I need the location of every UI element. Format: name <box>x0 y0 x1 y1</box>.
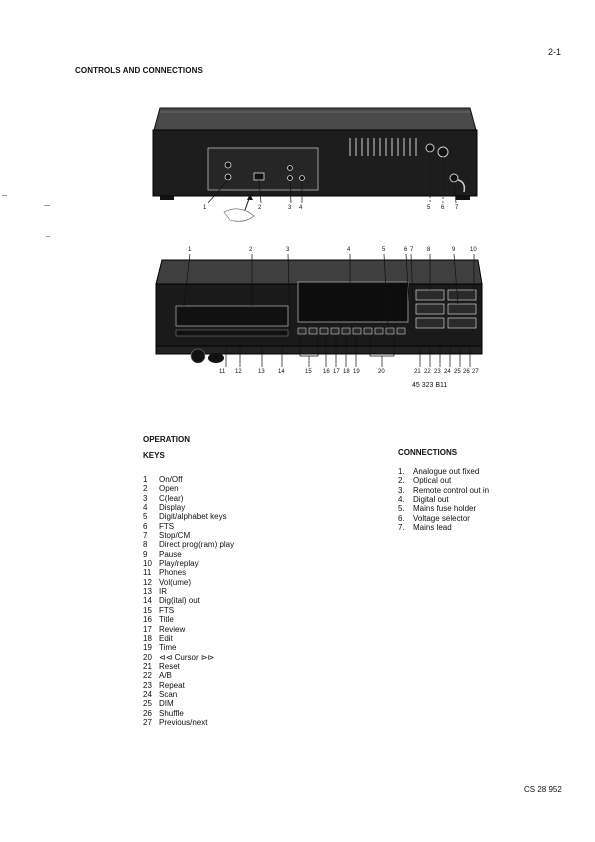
list-item <box>143 503 234 512</box>
front-top-callout: 10 <box>470 247 477 253</box>
connection-label: Mains lead <box>413 523 452 533</box>
key-label: Display <box>159 503 186 513</box>
list-item <box>143 615 234 624</box>
rear-callout: 2 <box>258 205 262 211</box>
key-label: Scan <box>159 689 178 699</box>
key-label: Dig(ital) out <box>159 596 200 606</box>
rear-callout: 1 <box>203 205 207 211</box>
key-number: 24 <box>143 689 152 699</box>
connection-number: 7. <box>398 523 405 533</box>
list-item <box>143 484 234 493</box>
front-panel-illustration <box>148 250 486 375</box>
list-item <box>143 625 234 634</box>
scan-mark <box>46 236 50 237</box>
rear-callout: 3 <box>288 205 292 211</box>
section-heading: CONTROLS AND CONNECTIONS <box>75 66 203 75</box>
list-item <box>398 476 489 485</box>
front-bottom-callout: 16 <box>323 369 330 375</box>
rear-callout: 7 <box>455 205 459 211</box>
keys-list <box>143 475 234 727</box>
list-item <box>398 504 489 513</box>
key-number: 2 <box>143 484 148 494</box>
key-label: Repeat <box>159 680 185 690</box>
key-number: 9 <box>143 549 148 559</box>
list-item <box>398 514 489 523</box>
front-bottom-callout: 20 <box>378 369 385 375</box>
list-item <box>143 634 234 643</box>
key-number: 8 <box>143 540 148 550</box>
list-item <box>143 494 234 503</box>
key-number: 26 <box>143 708 152 718</box>
scan-mark <box>44 205 50 206</box>
list-item <box>143 699 234 708</box>
front-bottom-callout: 15 <box>305 369 312 375</box>
front-bottom-callout: 21 <box>414 369 421 375</box>
list-item <box>143 671 234 680</box>
connection-number: 4. <box>398 495 405 505</box>
key-number: 13 <box>143 587 152 597</box>
scan-mark <box>2 195 7 196</box>
list-item <box>143 606 234 615</box>
list-item <box>143 578 234 587</box>
front-bottom-callout: 26 <box>463 369 470 375</box>
front-top-callout: 7 <box>410 247 414 253</box>
key-label: Time <box>159 643 177 653</box>
list-item <box>143 550 234 559</box>
front-top-callout: 2 <box>249 247 253 253</box>
list-item <box>143 681 234 690</box>
page-number: 2-1 <box>548 47 562 57</box>
front-bottom-callout: 22 <box>424 369 431 375</box>
key-label: Reset <box>159 661 180 671</box>
front-bottom-callout: 13 <box>258 369 265 375</box>
front-bottom-callout: 24 <box>444 369 451 375</box>
list-item <box>143 718 234 727</box>
front-bottom-callout: 23 <box>434 369 441 375</box>
list-item <box>143 587 234 596</box>
key-number: 5 <box>143 512 148 522</box>
key-label: FTS <box>159 605 175 615</box>
key-label: Stop/CM <box>159 531 191 541</box>
document-code: CS 28 952 <box>524 785 562 794</box>
front-top-callout: 8 <box>427 247 431 253</box>
front-bottom-callout: 14 <box>278 369 285 375</box>
rear-panel-illustration <box>150 100 480 225</box>
connection-number: 3. <box>398 485 405 495</box>
list-item <box>143 531 234 540</box>
list-item <box>143 568 234 577</box>
connection-label: Voltage selector <box>413 513 470 523</box>
list-item <box>398 486 489 495</box>
list-item <box>143 596 234 605</box>
key-number: 3 <box>143 493 148 503</box>
key-number: 15 <box>143 605 152 615</box>
front-bottom-callout: 18 <box>343 369 350 375</box>
key-number: 21 <box>143 661 152 671</box>
key-label: FTS <box>159 521 175 531</box>
connection-label: Mains fuse holder <box>413 504 477 514</box>
connection-number: 5. <box>398 504 405 514</box>
list-item <box>143 540 234 549</box>
front-top-callout: 1 <box>188 247 192 253</box>
key-number: 12 <box>143 577 152 587</box>
key-number: 18 <box>143 633 152 643</box>
list-item <box>143 653 234 662</box>
key-label: DIM <box>159 699 174 709</box>
connection-label: Optical out <box>413 476 452 486</box>
front-top-callout: 9 <box>452 247 456 253</box>
connections-list <box>398 467 489 532</box>
list-item <box>398 467 489 476</box>
list-item <box>143 475 234 484</box>
list-item <box>143 690 234 699</box>
list-item <box>143 662 234 671</box>
key-number: 23 <box>143 680 152 690</box>
connection-number: 1. <box>398 467 405 476</box>
rear-callout: 5 <box>427 205 431 211</box>
key-label: Vol(ume) <box>159 577 192 587</box>
list-item <box>143 512 234 521</box>
key-label: Shuffle <box>159 708 184 718</box>
key-number: 25 <box>143 699 152 709</box>
key-label: Pause <box>159 549 182 559</box>
front-top-callout: 4 <box>347 247 351 253</box>
key-label: Phones <box>159 568 187 578</box>
key-number: 27 <box>143 717 152 727</box>
connection-label: Digital out <box>413 495 449 505</box>
key-number: 10 <box>143 559 152 569</box>
connections-title: CONNECTIONS <box>398 448 458 457</box>
front-bottom-callout: 27 <box>472 369 479 375</box>
connection-label: Analogue out fixed <box>413 467 480 476</box>
front-top-callout: 3 <box>286 247 290 253</box>
list-item <box>143 522 234 531</box>
key-number: 19 <box>143 643 152 653</box>
key-number: 7 <box>143 531 148 541</box>
front-top-callout: 5 <box>382 247 386 253</box>
connection-label: Remote control out in <box>413 485 490 495</box>
key-number: 6 <box>143 521 148 531</box>
key-label: Title <box>159 615 174 625</box>
key-label: C(lear) <box>159 493 184 503</box>
front-bottom-callout: 17 <box>333 369 340 375</box>
key-number: 11 <box>143 568 152 578</box>
rear-callout: 6 <box>441 205 445 211</box>
front-top-callout: 6 <box>404 247 408 253</box>
list-item <box>143 709 234 718</box>
front-bottom-callout: 11 <box>219 369 226 375</box>
key-number: 22 <box>143 671 152 681</box>
rear-callout: 4 <box>299 205 303 211</box>
key-label: On/Off <box>159 475 183 484</box>
front-bottom-callout: 12 <box>235 369 242 375</box>
part-number: 45 323 B11 <box>412 382 448 389</box>
front-bottom-callout: 19 <box>353 369 360 375</box>
list-item <box>398 495 489 504</box>
operation-title: OPERATION <box>143 435 190 444</box>
front-bottom-callout: 25 <box>454 369 461 375</box>
list-item <box>143 643 234 652</box>
key-label: Previous/next <box>159 717 208 727</box>
key-number: 14 <box>143 596 152 606</box>
key-label: Direct prog(ram) play <box>159 540 235 550</box>
list-item <box>398 523 489 532</box>
key-number: 16 <box>143 615 152 625</box>
list-item <box>143 559 234 568</box>
key-label: ⊲⊲ Cursor ⊳⊳ <box>159 652 215 662</box>
keys-title: KEYS <box>143 451 165 460</box>
key-number: 20 <box>143 652 152 662</box>
key-number: 1 <box>143 475 148 484</box>
key-label: Review <box>159 624 186 634</box>
key-number: 4 <box>143 503 148 513</box>
connection-number: 6. <box>398 513 405 523</box>
key-label: Edit <box>159 633 173 643</box>
key-number: 17 <box>143 624 152 634</box>
key-label: Open <box>159 484 179 494</box>
key-label: A/B <box>159 671 172 681</box>
key-label: Digit/alphabet keys <box>159 512 227 522</box>
key-label: IR <box>159 587 167 597</box>
key-label: Play/replay <box>159 559 199 569</box>
connection-number: 2. <box>398 476 405 486</box>
